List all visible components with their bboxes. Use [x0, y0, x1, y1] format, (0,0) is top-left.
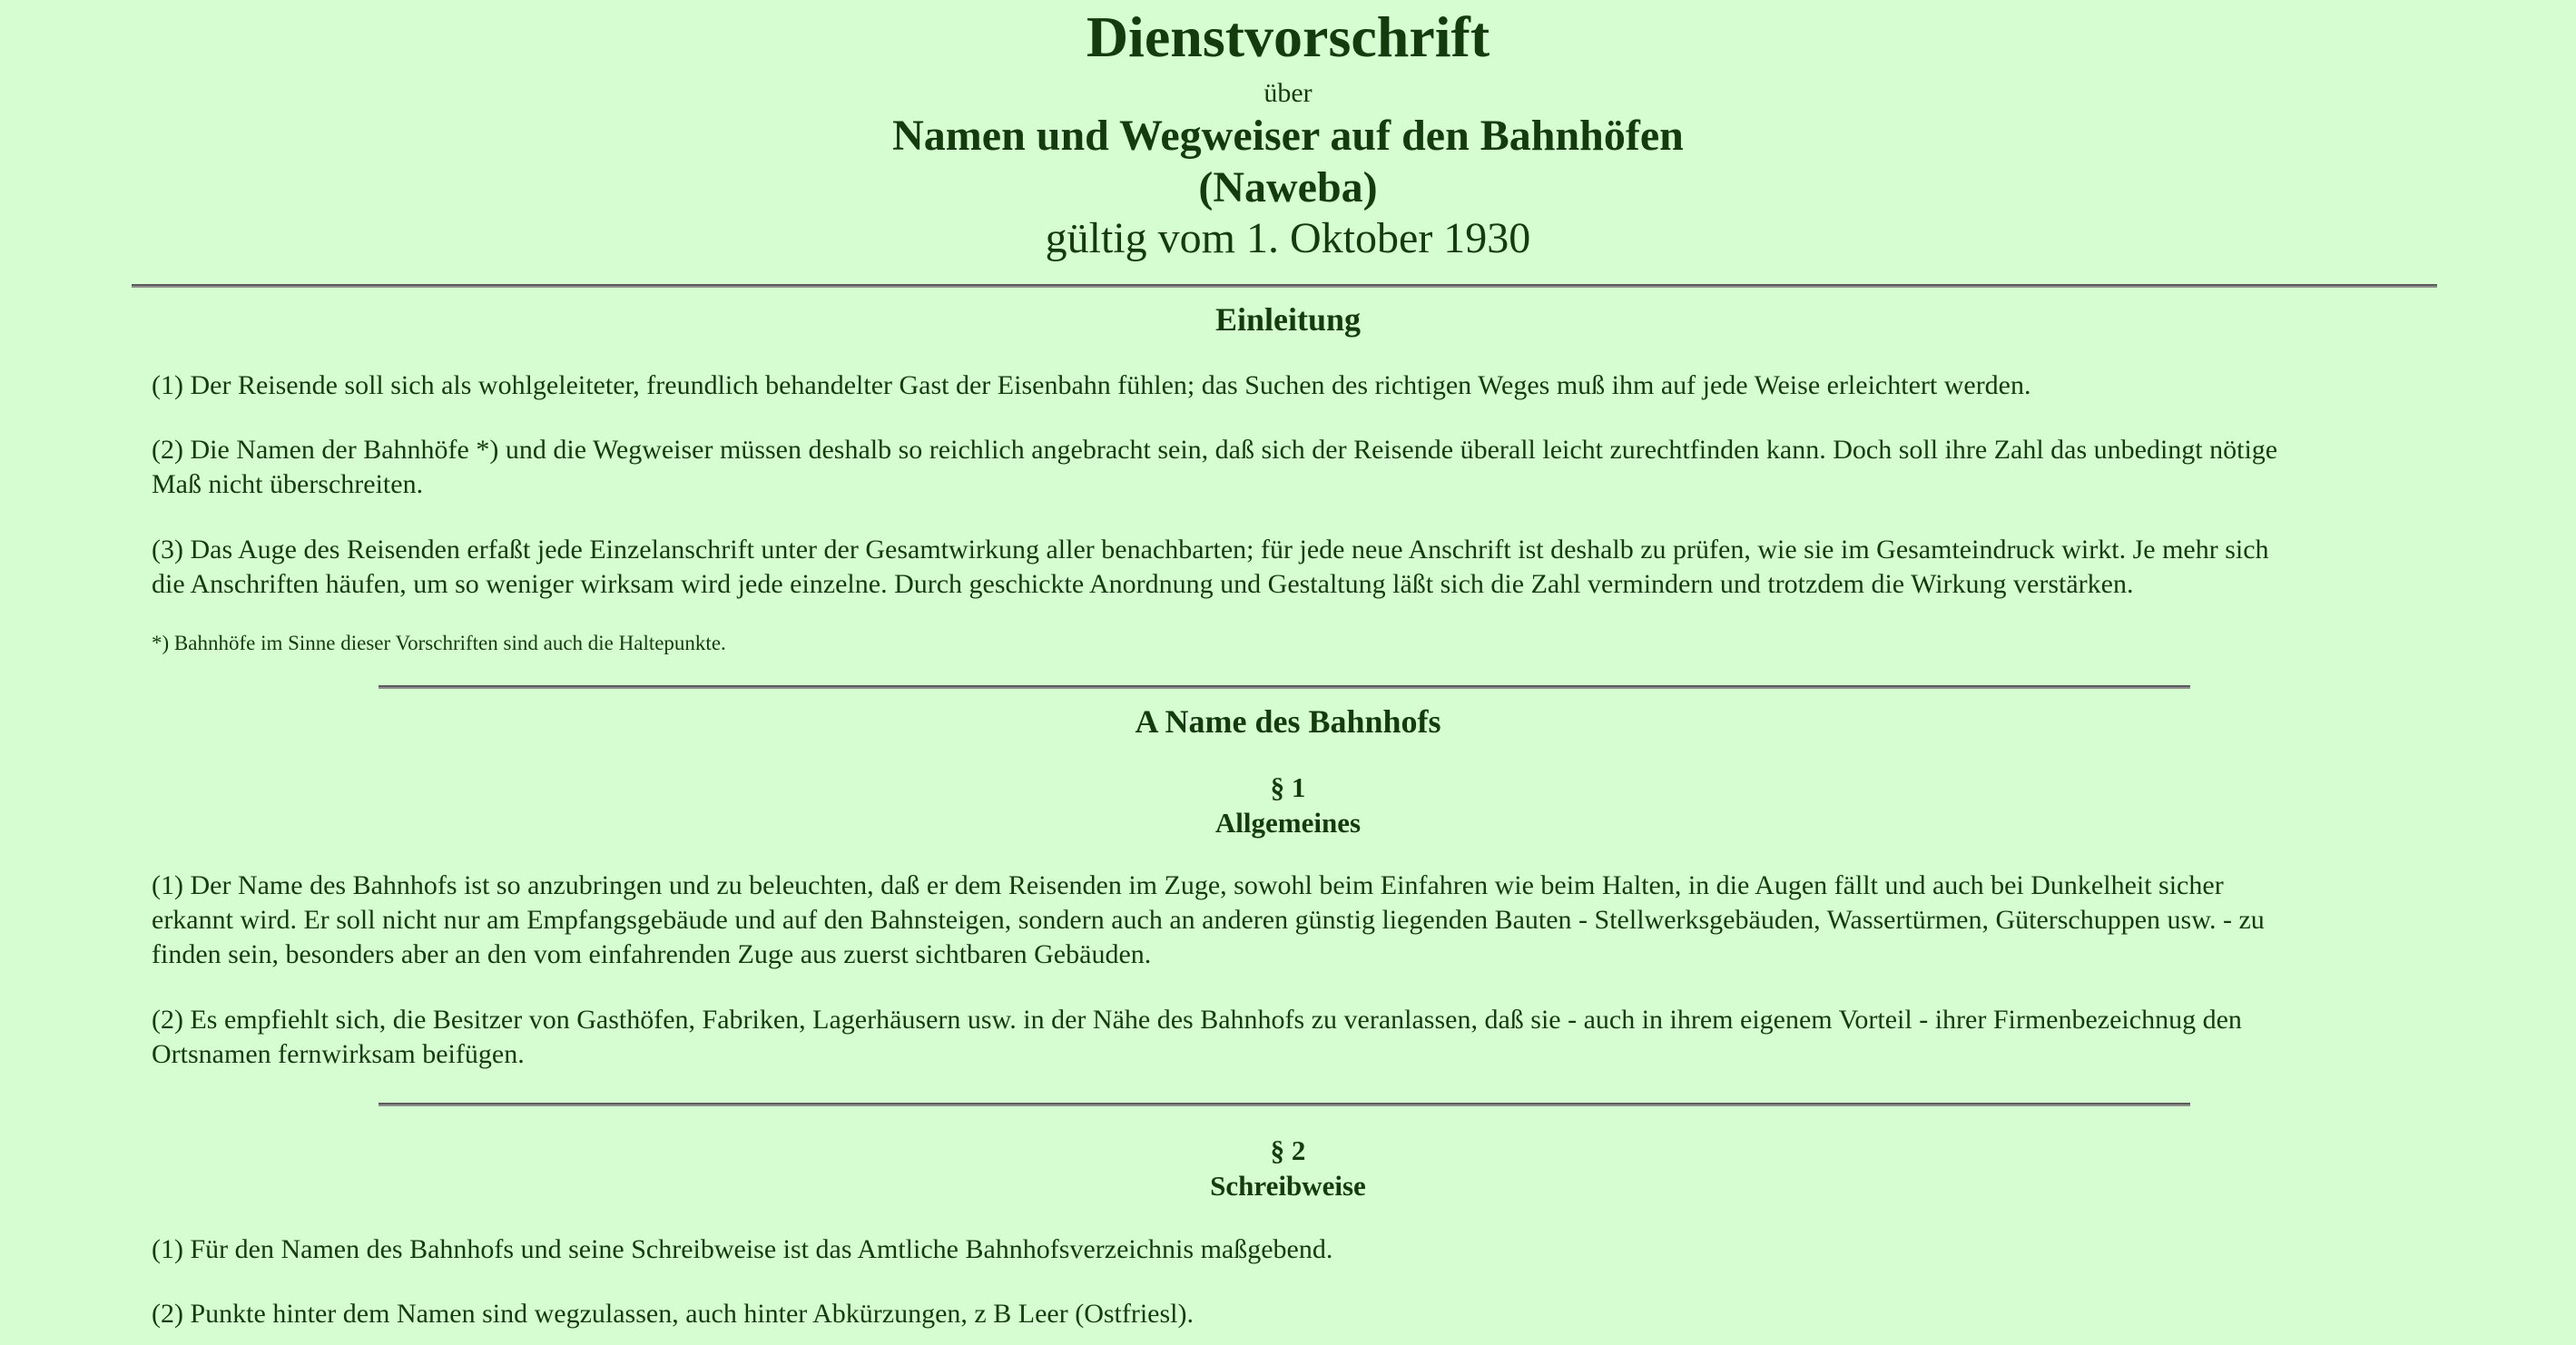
- paragraph-2-clause-2: [152, 1297, 2424, 1331]
- paragraph-line: (3) Das Auge des Reisenden erfaßt jede Einzelanschrift unter der Gesamtwirkung aller benachbarten; für jede neue Anschrift ist deshalb zu prüfen, wie sie im Gesamteindruck wirkt. Je mehr sich: [152, 535, 2269, 565]
- paragraph-line: (1) Der Name des Bahnhofs ist so anzubringen und zu beleuchten, daß er dem Reisenden im Zuge, sowohl beim Einfahren wie beim Halten, in die Augen fällt und auch bei Dunkelheit sicher: [152, 870, 2224, 900]
- paragraph-line: Maß nicht überschreiten.: [152, 469, 424, 499]
- paragraph-line: (1) Der Reisende soll sich als wohlgeleiteter, freundlich behandelter Gast der Eisenbahn fühlen; das Suchen des richtigen Weges muß ihm auf jede Weise erleichtert werden.: [152, 370, 2031, 400]
- introduction-paragraph-3: [152, 533, 2424, 602]
- paragraph-title-allgemeines: Allgemeines: [1214, 807, 1362, 839]
- paragraph-number-2: § 2: [1270, 1134, 1306, 1166]
- paragraph-2-clause-1: [152, 1232, 2424, 1267]
- paragraph-number-1: § 1: [1270, 771, 1306, 803]
- introduction-paragraph-2: [152, 433, 2424, 502]
- paragraph-title-schreibweise: Schreibweise: [1210, 1170, 1366, 1202]
- paragraph-line: finden sein, besonders aber an den vom einfahrenden Zuge aus zuerst sichtbaren Gebäuden.: [152, 939, 1152, 969]
- document-title: Dienstvorschrift: [1086, 5, 1490, 69]
- horizontal-rule-title: [132, 284, 2437, 288]
- paragraph-line: (2) Es empfiehlt sich, die Besitzer von Gasthöfen, Fabriken, Lagerhäusern usw. in der Nähe des Bahnhofs zu veranlassen, daß sie - auch in ihrem eigenem Vorteil - ihrer Firmenbezeichnug den: [152, 1005, 2242, 1035]
- section-heading-a: A Name des Bahnhofs: [1135, 703, 1441, 740]
- document-validity-date: gültig vom 1. Oktober 1930: [1045, 214, 1531, 262]
- horizontal-rule-section-a: [379, 685, 2190, 689]
- paragraph-line: (2) Punkte hinter dem Namen sind wegzulassen, auch hinter Abkürzungen, z B Leer (Ostfriesl).: [152, 1299, 1194, 1329]
- introduction-footnote: *) Bahnhöfe im Sinne dieser Vorschriften sind auch die Haltepunkte.: [152, 632, 726, 654]
- section-heading-introduction: Einleitung: [1214, 301, 1362, 338]
- paragraph-line: (2) Die Namen der Bahnhöfe *) und die Wegweiser müssen deshalb so reichlich angebracht sein, daß sich der Reisende überall leicht zurechtfinden kann. Doch soll ihre Zahl das unbedingt nötige: [152, 435, 2278, 465]
- paragraph-1-clause-2: [152, 1003, 2424, 1072]
- paragraph-1-clause-1: [152, 869, 2424, 972]
- paragraph-line: Ortsnamen fernwirksam beifügen.: [152, 1039, 525, 1069]
- paragraph-line: (1) Für den Namen des Bahnhofs und seine Schreibweise ist das Amtliche Bahnhofsverzeichnis maßgebend.: [152, 1234, 1333, 1264]
- document-abbreviation: (Naweba): [1198, 163, 1378, 211]
- introduction-paragraph-1: [152, 368, 2424, 403]
- document-subtitle: Namen und Wegweiser auf den Bahnhöfen: [892, 112, 1684, 160]
- paragraph-line: die Anschriften häufen, um so weniger wirksam wird jede einzelne. Durch geschickte Anordnung und Gestaltung läßt sich die Zahl vermindern und trotzdem die Wirkung verstärken.: [152, 569, 2134, 599]
- horizontal-rule-paragraph-2: [379, 1103, 2190, 1106]
- paragraph-line: erkannt wird. Er soll nicht nur am Empfangsgebäude und auf den Bahnsteigen, sondern auch an anderen günstig liegenden Bauten - Stellwerksgebäuden, Wassertürmen, Güterschuppen usw. - zu: [152, 905, 2265, 935]
- document-title-preposition: über: [1263, 78, 1313, 108]
